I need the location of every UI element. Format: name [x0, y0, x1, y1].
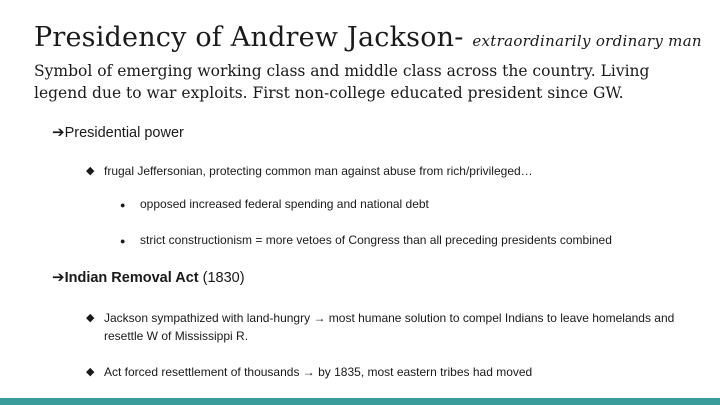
intro-paragraph: Symbol of emerging working class and middle class across the country. Living legend due to war exploits. First non-college educated president since GW. [34, 62, 650, 102]
inline-arrow-icon: → [302, 365, 315, 379]
subbullet-text: opposed increased federal spending and national debt [140, 197, 429, 211]
title-subtitle: extraordinarily ordinary man [472, 32, 702, 50]
bullet-text [104, 363, 532, 381]
section-heading: Presidential power [64, 125, 184, 141]
bullet-jackson-sympathized [86, 309, 696, 345]
inline-arrow-icon: → [313, 311, 326, 325]
bullet-frugal [86, 162, 696, 180]
section-indian-removal-act [52, 268, 245, 286]
bullet-act-forced [86, 363, 696, 381]
diamond-bullet-icon: ◆ [86, 366, 95, 378]
right-arrow-icon: ➔ [52, 124, 65, 141]
dot-bullet-icon: ● [120, 236, 126, 246]
bullet-text-part: most humane solution to compel Indians to leave homelands and resettle W of Mississippi R. [104, 311, 675, 343]
section-heading-bold: Indian Removal Act [64, 270, 199, 286]
bullet-text: frugal Jeffersonian, protecting common man against abuse from rich/privileged… [104, 164, 533, 178]
footer-bar [0, 398, 720, 405]
dot-bullet-icon: ● [120, 200, 126, 210]
subbullet-constructionism [120, 233, 612, 249]
title-main: Presidency of Andrew Jackson- [34, 22, 464, 53]
diamond-bullet-icon: ◆ [86, 312, 95, 324]
bullet-text-part: Jackson sympathized with land-hungry [104, 311, 314, 325]
section-heading-year: (1830) [198, 270, 245, 286]
bullet-text-part: Act forced resettlement of thousands [104, 365, 303, 379]
subbullet-spending [120, 197, 429, 213]
subbullet-text: strict constructionism = more vetoes of Congress than all preceding presidents combined [140, 233, 612, 247]
slide-title [34, 22, 702, 53]
diamond-bullet-icon: ◆ [86, 165, 95, 177]
bullet-text [104, 309, 696, 345]
section-presidential-power [52, 123, 184, 141]
right-arrow-icon: ➔ [52, 269, 65, 286]
bullet-text-part: by 1835, most eastern tribes had moved [314, 365, 533, 379]
